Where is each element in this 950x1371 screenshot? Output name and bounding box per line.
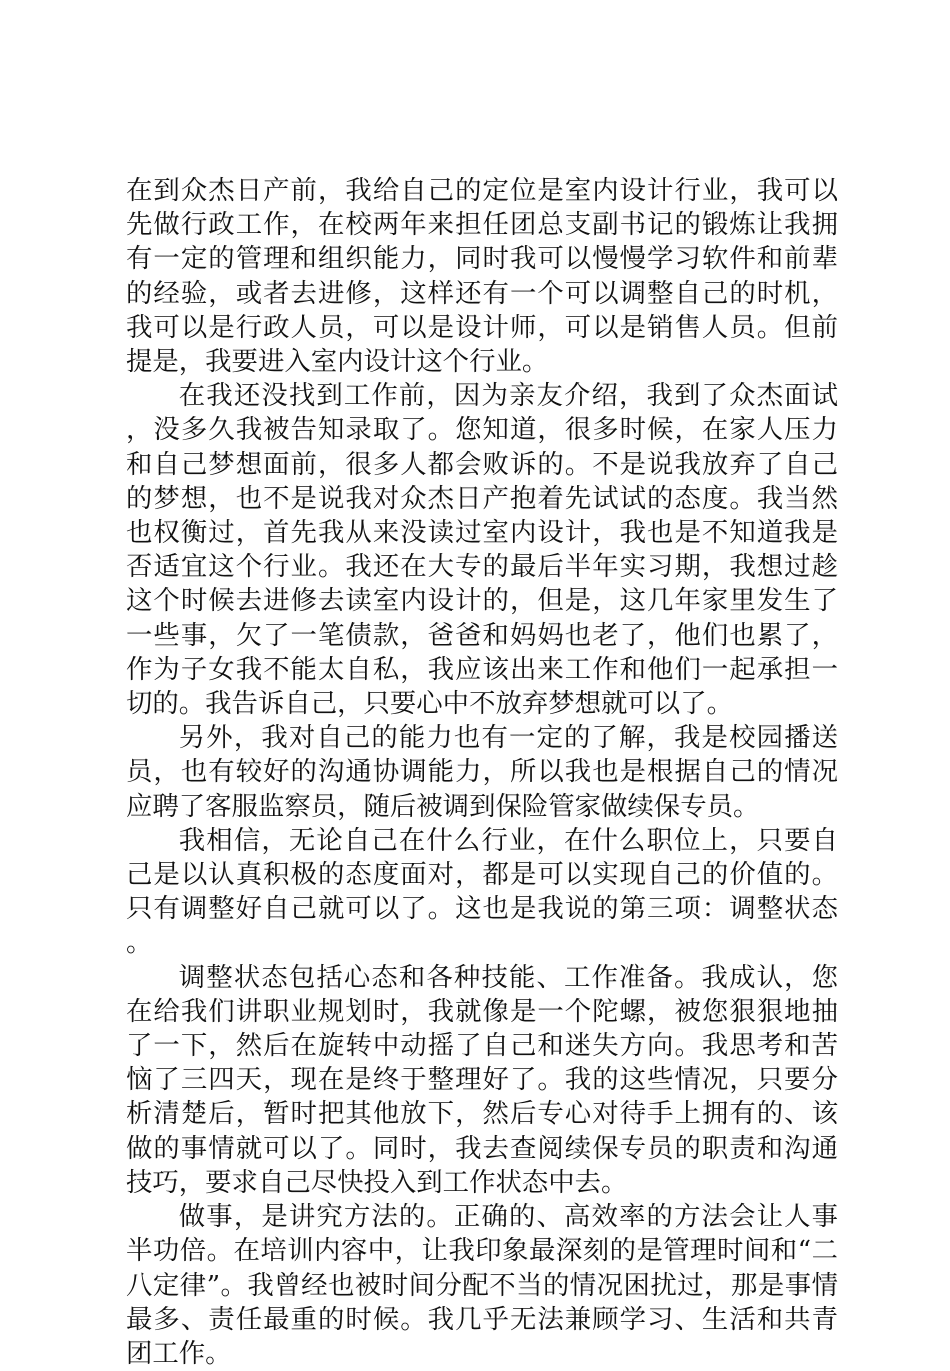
paragraph-3: 另外，我对自己的能力也有一定的了解，我是校园播送员，也有较好的沟通协调能力，所以我也是根据自己的情况应聘了客服监察员，随后被调到保险管家做续保专员。: [126, 722, 838, 822]
document-body: [126, 174, 838, 1371]
paragraph-2: 在我还没找到工作前，因为亲友介绍，我到了众杰面试，没多久我被告知录取了。您知道，很多时候，在家人压力和自己梦想面前，很多人都会败诉的。不是说我放弃了自己的梦想，也不是说我对众杰日产抱着先试试的态度。我当然也权衡过，首先我从来没读过室内设计，我也是不知道我是否适宜这个行业。我还在大专的最后半年实习期，我想过趁这个时候去进修去读室内设计的，但是，这几年家里发生了一些事，欠了一笔债款，爸爸和妈妈也老了，他们也累了，作为子女我不能太自私，我应该出来工作和他们一起承担一切的。我告诉自己，只要心中不放弃梦想就可以了。: [126, 380, 838, 720]
paragraph-6: 做事，是讲究方法的。正确的、高效率的方法会让人事半功倍。在培训内容中，让我印象最深刻的是管理时间和“二八定律”。我曾经也被时间分配不当的情况困扰过，那是事情最多、责任最重的时候。我几乎无法兼顾学习、生活和共青团工作。: [126, 1201, 838, 1369]
paragraph-1: 在到众杰日产前，我给自己的定位是室内设计行业，我可以先做行政工作，在校两年来担任团总支副书记的锻炼让我拥有一定的管理和组织能力，同时我可以慢慢学习软件和前辈的经验，或者去进修，这样还有一个可以调整自己的时机，我可以是行政人员，可以是设计师，可以是销售人员。但前提是，我要进入室内设计这个行业。: [126, 175, 838, 378]
paragraph-5: 调整状态包括心态和各种技能、工作准备。我成认，您在给我们讲职业规划时，我就像是一个陀螺，被您狠狠地抽了一下，然后在旋转中动摇了自己和迷失方向。我思考和苦恼了三四天，现在是终于整理好了。我的这些情况，只要分析清楚后，暂时把其他放下，然后专心对待手上拥有的、该做的事情就可以了。同时，我去查阅续保专员的职责和沟通技巧，要求自己尽快投入到工作状态中去。: [126, 961, 838, 1198]
paragraph-4: 我相信，无论自己在什么行业，在什么职位上，只要自己是以认真积极的态度面对，都是可以实现自己的价值的。只有调整好自己就可以了。这也是我说的第三项：调整状态。: [126, 824, 838, 959]
